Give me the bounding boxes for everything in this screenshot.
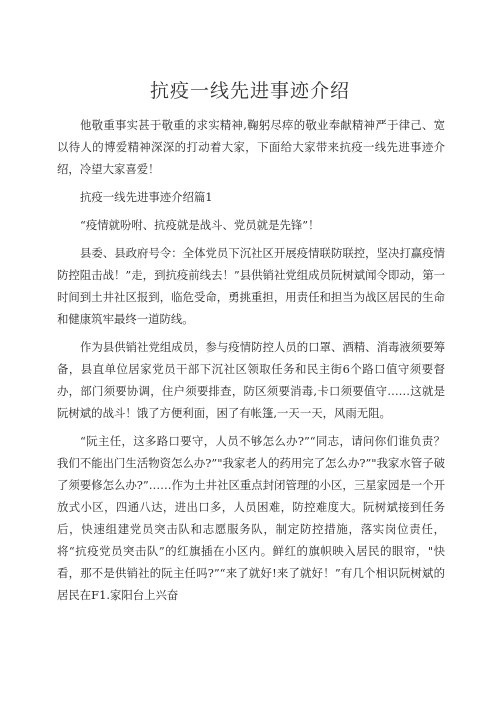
body-paragraph: 作为县供销社党组成员，参与疫情防控人员的口罩、酒精、消毒液须要筹备，县直单位居家党员干部下沉社区领取任务和民主街6个路口值守须要督办，部门须要协调，住户须要排查，防区须要消毒,卡口须要值守……这就是阮树斌的战斗！饿了方便利面，困了有帐篷,一天一天，风雨无阻。 xyxy=(57,340,445,420)
body-paragraph: 县委、县政府号令：全体党员下沉社区开展疫情联防联控，坚决打赢疫情防控阻击战！”走，到抗疫前线去！”县供销社党组成员阮树斌闻令即动，第一时间到土井社区报到，临危受命，勇挑重担，用责任和担当为战区居民的生命和健康筑牢最终一道防线。 xyxy=(57,246,445,326)
intro-paragraph: 他敬重事实甚于敬重的求实精神,鞠躬尽瘁的敬业奉献精神严于律己、宽以待人的博爱精神深深的打动着大家，下面给大家带来抗疫一线先进事迹介绍，冷望大家喜爱！ xyxy=(57,118,445,176)
document-title: 抗疫一线先进事迹介绍 xyxy=(149,80,350,102)
section-heading: 抗疫一线先进事迹介绍篇1 xyxy=(80,190,213,204)
body-paragraph: “阮主任，这多路口要守，人员不够怎么办?”“同志，请问你们谁负责？我们不能出门生活物资怎么办?”"我家老人的药用完了怎么办?”"我家水管子破了须要修怎么办?”……作为土井社区重点封闭管理的小区，三星家园是一个开放式小区，四通八达，进出口多，人员困难，防控难度大。阮树斌接到任务后，快速组建党员突击队和志愿服务队，制定防控措施，落实岗位责任，将“抗疫党员突击队”的红旗插在小区内。鲜红的旗帜映入居民的眼帘，"快看，那不是供销社的阮主任吗?”“来了就好!来了就好！”有几个相识阮树斌的居民在F1.家阳台上兴奋 xyxy=(57,434,445,602)
document-body xyxy=(57,114,445,612)
slogan-paragraph: “疫情就吩咐、抗疫就是战斗、党员就是先锋”！ xyxy=(80,218,320,232)
